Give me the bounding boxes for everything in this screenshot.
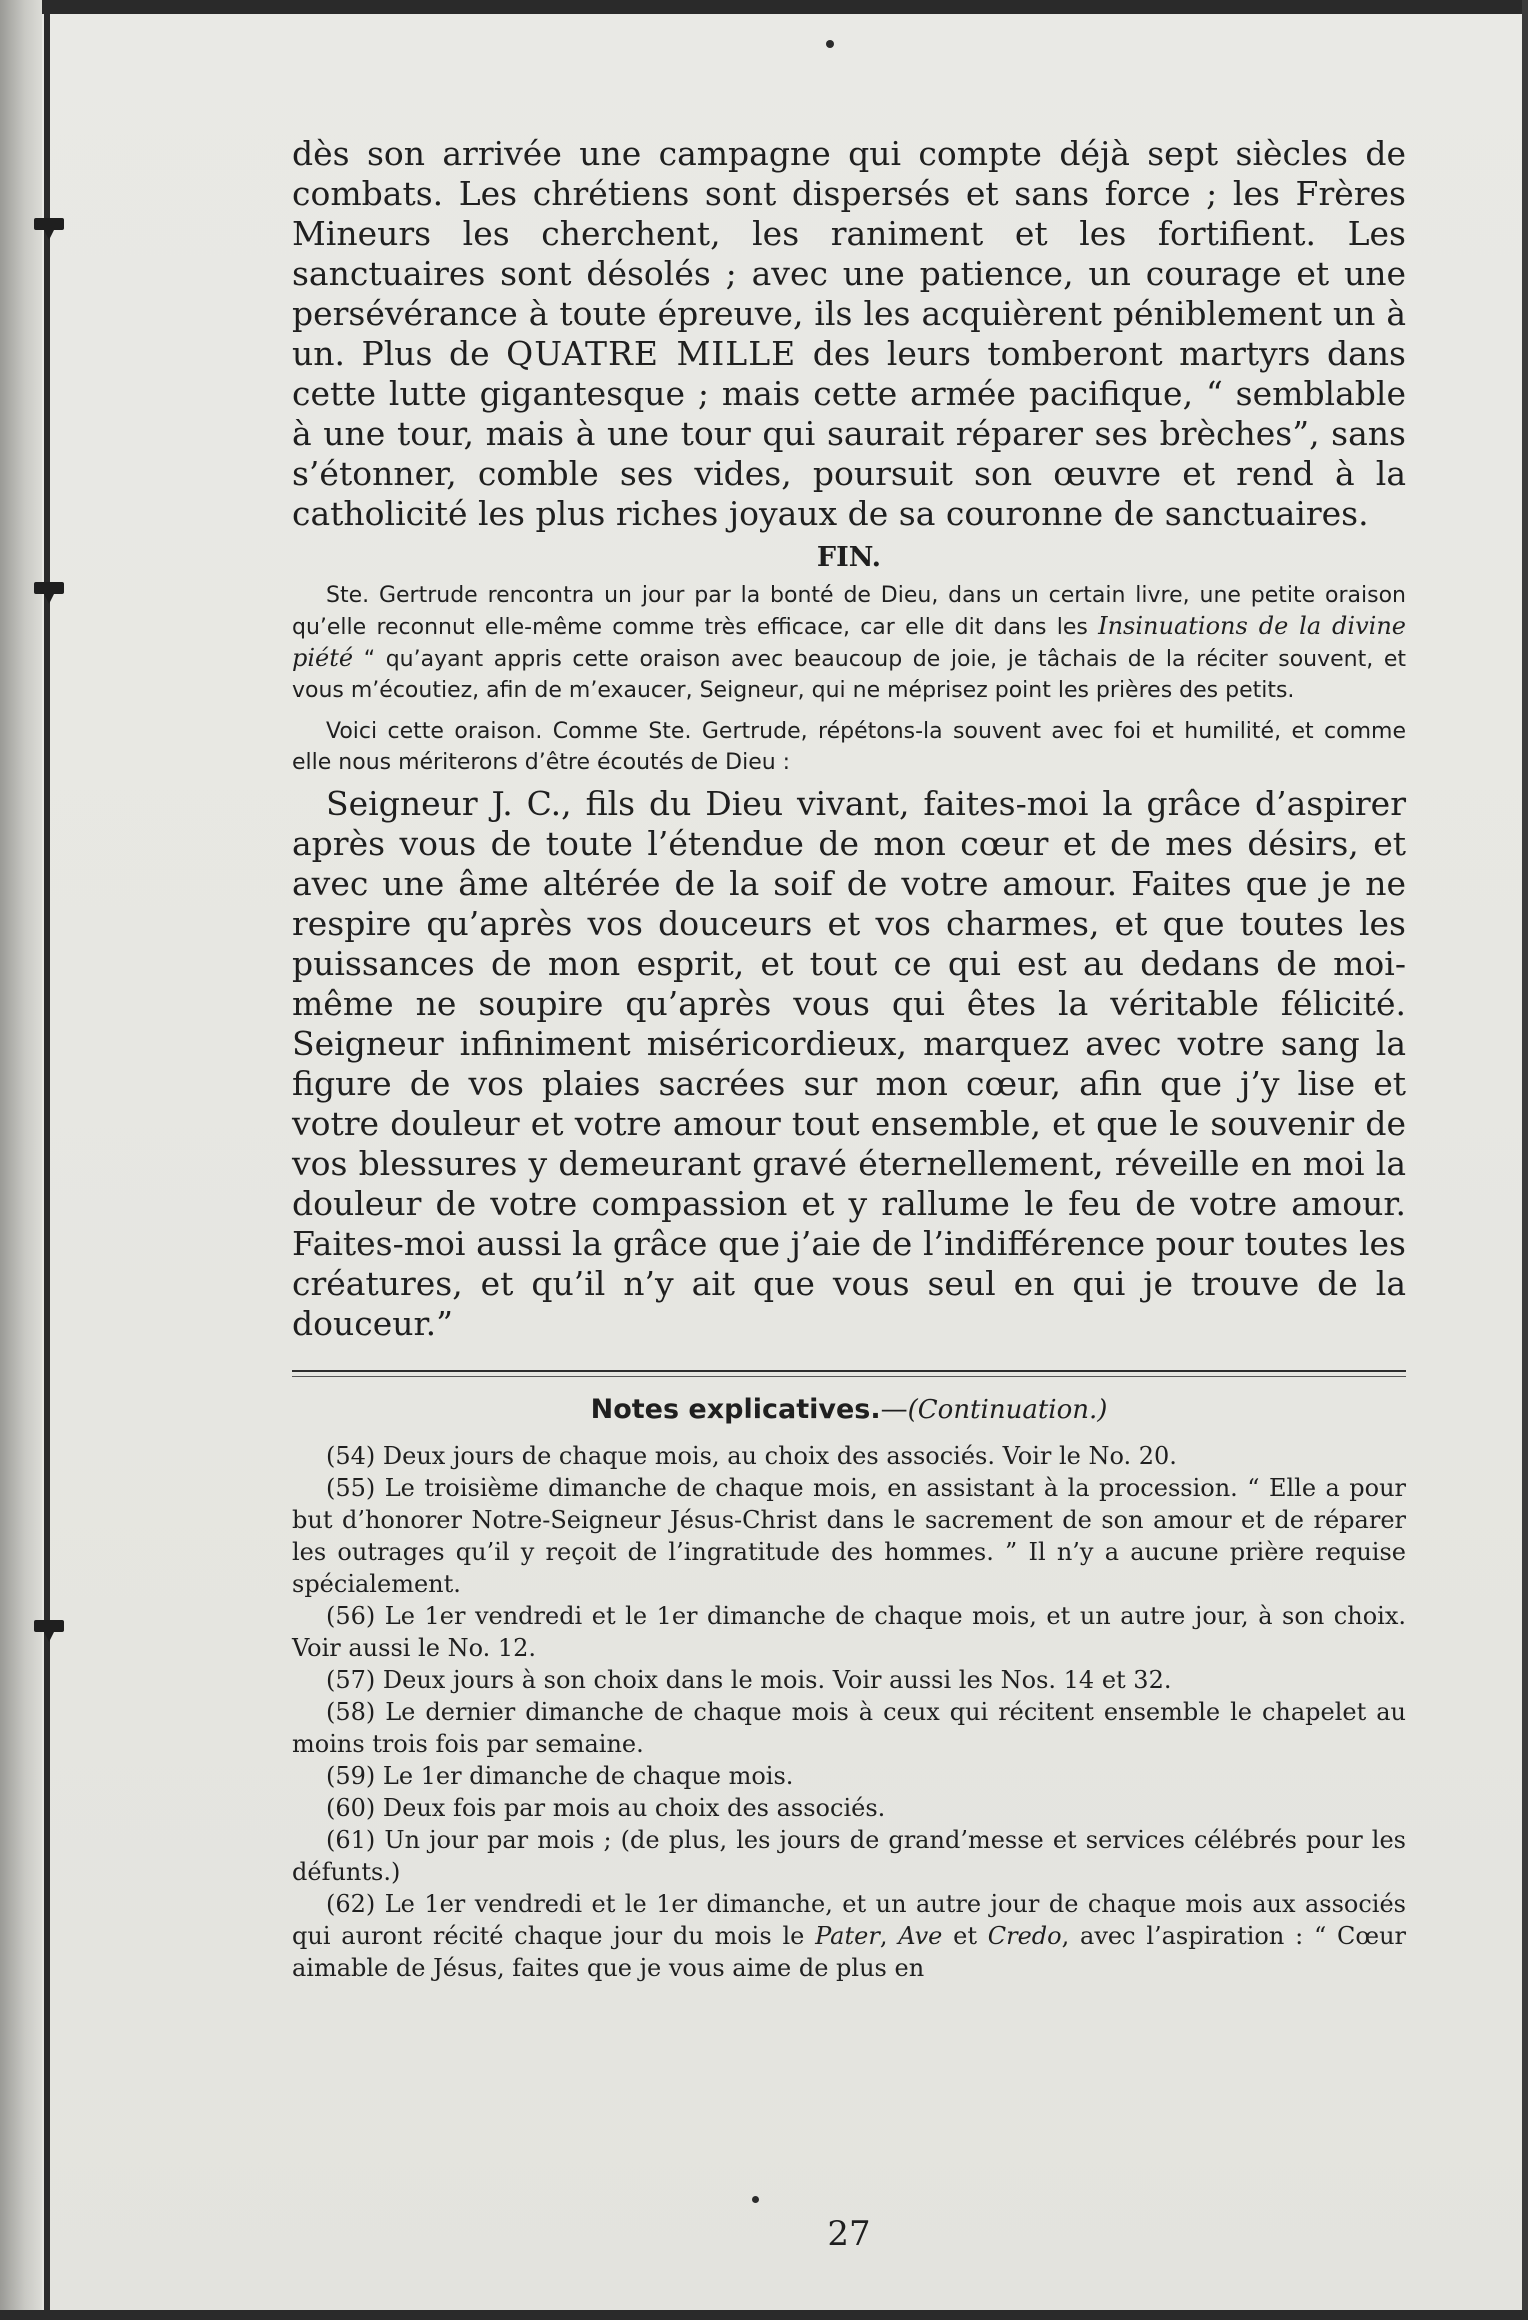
binding-stitch	[34, 218, 64, 230]
note-item	[292, 1600, 1406, 1664]
ink-speck	[752, 2196, 759, 2203]
notes-title-dash: —	[880, 1394, 908, 1425]
left-margin-shadow	[0, 0, 42, 2320]
note-item	[292, 1696, 1406, 1760]
oraison-intro	[292, 716, 1406, 778]
prayer-text: Seigneur J. C., fils du Dieu vivant, faites-moi la grâce d’aspirer après vous de toute l’étendue de mon cœur et de mes désirs, et avec une âme altérée de la soif de votre amour. Faites que je ne respire qu’après vos douceurs et vos charmes, et que toutes les puissances de mon esprit, et tout ce qui est au dedans de moi-même ne soupire qu’après vous qui êtes la véritable félicité. Seigneur infiniment miséricordieux, marquez avec votre sang la figure de vos plaies sacrées sur mon cœur, afin que j’y lise et votre douleur et votre amour tout ensemble, et que le souvenir de vos blessures y demeurant gravé éternellement, réveille en moi la douleur de votre compassion et y rallume le feu de votre amour. Faites-moi aussi la grâce que j’aie de l’indifférence pour toutes les créatures, et qu’il n’y ait que vous seul en qui je trouve de la douceur.”	[292, 784, 1406, 1343]
note-number: (55)	[326, 1474, 376, 1502]
note-text: Deux jours à son choix dans le mois. Voir aussi les Nos. 14 et 32.	[375, 1666, 1172, 1694]
section-divider	[292, 1362, 1406, 1386]
gertrude-paragraph	[292, 580, 1406, 706]
page-content	[292, 134, 1407, 2254]
note-item	[292, 1888, 1406, 1984]
oraison-intro-text: Voici cette oraison. Comme Ste. Gertrude, répétons-la souvent avec foi et humilité, et comme elle nous mériterons d’être écoutés de Dieu :	[292, 719, 1406, 775]
credo-italic: Credo	[987, 1922, 1062, 1950]
note-text: Le dernier dimanche de chaque mois à ceux qui récitent ensemble le chapelet au moins trois fois par semaine.	[292, 1698, 1406, 1758]
note-number: (62)	[326, 1890, 376, 1918]
notes-list	[292, 1440, 1406, 1984]
note-text: , avec l’aspiration : “ Cœur aimable de Jésus, faites que je vous aime de plus en	[292, 1922, 1407, 1982]
prayer-paragraph	[292, 784, 1406, 1344]
note-item	[292, 1760, 1406, 1792]
note-item	[292, 1472, 1406, 1600]
binding-stitch	[34, 1620, 64, 1632]
bottom-edge	[0, 2310, 1528, 2320]
notes-continuation: (Continuation.)	[907, 1395, 1108, 1425]
pater-italic: Pater	[815, 1922, 880, 1950]
note-conjunction: et	[942, 1922, 988, 1950]
note-number: (57)	[326, 1666, 376, 1694]
main-text-part: des leurs tomberont martyrs dans cette lutte gigantesque ; mais cette armée pacifique, “ semblable à une tour, mais à une tour qui saurait réparer ses brèches”, sans s’étonner, comble ses vides, poursuit son œuvre et rend à la catholicité les plus riches joyaux de sa couronne de sanctuaires.	[292, 334, 1406, 533]
binding-stitch	[34, 582, 64, 594]
note-number: (58)	[326, 1698, 376, 1726]
note-text: Deux fois par mois au choix des associés.	[375, 1794, 886, 1822]
note-text: Le troisième dimanche de chaque mois, en assistant à la procession. “ Elle a pour but d’honorer Notre-Seigneur Jésus-Christ dans le sacrement de son amour et de réparer les outrages qu’il y reçoit de l’ingratitude des hommes. ” Il n’y a aucune prière requise spécialement.	[292, 1474, 1406, 1598]
right-edge	[1522, 0, 1528, 2320]
note-number: (54)	[326, 1442, 376, 1470]
note-text: Le 1er dimanche de chaque mois.	[375, 1762, 794, 1790]
fin-heading: FIN.	[816, 542, 882, 573]
note-text: Un jour par mois ; (de plus, les jours de grand’messe et services célébrés pour les défunts.)	[292, 1826, 1406, 1886]
note-text: Deux jours de chaque mois, au choix des associés. Voir le No. 20.	[375, 1442, 1177, 1470]
note-number: (56)	[326, 1602, 376, 1630]
note-number: (61)	[326, 1826, 376, 1854]
ave-italic: Ave	[898, 1922, 943, 1950]
notes-title: Notes explicatives.	[590, 1394, 881, 1425]
small-caps-phrase: QUATRE MILLE	[506, 334, 797, 373]
note-number: (60)	[326, 1794, 376, 1822]
note-number: (59)	[326, 1762, 376, 1790]
binding-spine	[44, 10, 50, 2310]
book-title-italic: Insinuations de la divine piété	[292, 612, 1406, 672]
notes-heading	[292, 1394, 1406, 1426]
gertrude-text-part: Ste. Gertrude rencontra un jour par la bonté de Dieu, dans un certain livre, une petite oraison qu’elle reconnut elle-même comme très efficace, car elle dit dans les	[292, 583, 1406, 640]
page-number: 27	[827, 2214, 871, 2254]
note-item	[292, 1824, 1406, 1888]
note-punct: ,	[879, 1922, 899, 1950]
note-text: Le 1er vendredi et le 1er dimanche, et un autre jour de chaque mois aux associés qui auront récité chaque jour du mois le	[292, 1890, 1406, 1950]
main-text-part: dès son arrivée une campagne qui compte déjà sept siècles de combats. Les chrétiens sont dispersés et sans force ; les Frères Mineurs les cherchent, les raniment et les fortifient. Les sanctuaires sont désolés ; avec une patience, un courage et une persévérance à toute épreuve, ils les acquièrent péniblement un à un. Plus de	[292, 134, 1406, 373]
note-item	[292, 1440, 1406, 1472]
note-text: Le 1er vendredi et le 1er dimanche de chaque mois, et un autre jour, à son choix. Voir aussi le No. 12.	[292, 1602, 1406, 1662]
note-item	[292, 1664, 1406, 1696]
top-edge	[0, 0, 1528, 14]
main-paragraph	[292, 134, 1406, 534]
ink-speck	[826, 40, 834, 48]
gertrude-text-part: “ qu’ayant appris cette oraison avec beaucoup de joie, je tâchais de la réciter souvent, et vous m’écoutiez, afin de m’exaucer, Seigneur, qui ne méprisez point les prières des petits.	[292, 647, 1406, 703]
note-item	[292, 1792, 1406, 1824]
